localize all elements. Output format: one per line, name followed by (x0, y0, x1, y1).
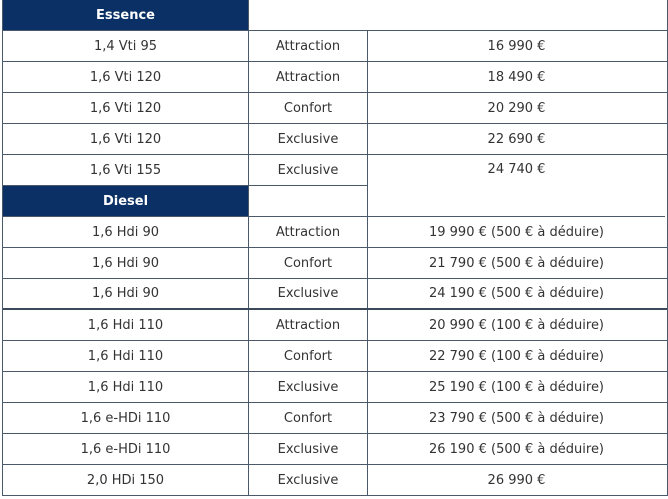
trim-cell: Attraction (248, 310, 367, 340)
price-cell: 26 990 € (367, 465, 665, 495)
price-cell: 22 790 € (100 € à déduire) (367, 341, 665, 371)
table-row (3, 31, 667, 62)
engine-cell: 1,6 Hdi 110 (87, 317, 164, 333)
table-row (3, 434, 667, 465)
engine-cell: 1,4 Vti 95 (93, 38, 158, 54)
engine-cell: 1,6 Hdi 110 (87, 348, 164, 364)
trim-cell: Attraction (248, 217, 367, 247)
table-row (3, 62, 667, 93)
trim-cell: Confort (248, 93, 367, 123)
engine-cell: 1,6 Vti 120 (89, 69, 162, 85)
price-cell: 22 690 € (367, 124, 665, 154)
trim-cell: Exclusive (248, 155, 367, 185)
table-row (3, 372, 667, 403)
engine-cell: 1,6 Vti 155 (89, 162, 162, 178)
row-left-top (3, 155, 367, 186)
table-row (3, 248, 667, 279)
price-cell: 20 990 € (100 € à déduire) (367, 310, 665, 340)
trim-cell: Attraction (248, 31, 367, 61)
trim-cell: Exclusive (248, 465, 367, 495)
engine-cell: 1,6 e-HDi 110 (80, 410, 171, 426)
engine-cell: 1,6 Vti 120 (89, 131, 162, 147)
trim-cell: Confort (248, 403, 367, 433)
engine-cell: 1,6 Hdi 90 (91, 286, 160, 301)
price-cell: 24 740 € (367, 155, 665, 217)
table-row (3, 124, 667, 155)
table-row (3, 155, 667, 217)
trim-cell: Exclusive (248, 372, 367, 402)
trim-cell: Exclusive (248, 124, 367, 154)
engine-cell: 1,6 Hdi 90 (91, 255, 160, 271)
section-header-diesel (3, 186, 367, 217)
price-cell: 20 290 € (367, 93, 665, 123)
header-blank-cell (248, 186, 367, 216)
price-cell: 21 790 € (500 € à déduire) (367, 248, 665, 278)
section-title: Diesel (3, 186, 248, 216)
price-cell: 23 790 € (500 € à déduire) (367, 403, 665, 433)
engine-cell: 1,6 Vti 120 (89, 100, 162, 116)
price-cell: 19 990 € (500 € à déduire) (367, 217, 665, 247)
row-left-group (3, 155, 367, 217)
section-title: Essence (3, 0, 248, 30)
price-table (2, 0, 668, 496)
engine-cell: 1,6 e-HDi 110 (80, 441, 171, 457)
table-row (3, 403, 667, 434)
engine-cell: 1,6 Hdi 110 (87, 379, 164, 395)
table-row (3, 217, 667, 248)
price-cell: 16 990 € (367, 31, 665, 61)
price-cell: 26 190 € (500 € à déduire) (367, 434, 665, 464)
trim-cell: Confort (248, 248, 367, 278)
engine-cell: 1,6 Hdi 90 (91, 224, 160, 240)
trim-cell: Exclusive (248, 279, 367, 308)
table-row (3, 93, 667, 124)
trim-cell: Exclusive (248, 434, 367, 464)
section-header-essence (3, 0, 667, 31)
price-cell: 24 190 € (500 € à déduire) (367, 279, 665, 308)
price-cell: 25 190 € (100 € à déduire) (367, 372, 665, 402)
trim-cell: Attraction (248, 62, 367, 92)
table-row (3, 465, 667, 496)
header-blank-cell (248, 0, 665, 30)
trim-cell: Confort (248, 341, 367, 371)
table-row (3, 279, 667, 310)
table-row (3, 310, 667, 341)
price-cell: 18 490 € (367, 62, 665, 92)
engine-cell: 2,0 HDi 150 (86, 472, 165, 488)
table-row (3, 341, 667, 372)
